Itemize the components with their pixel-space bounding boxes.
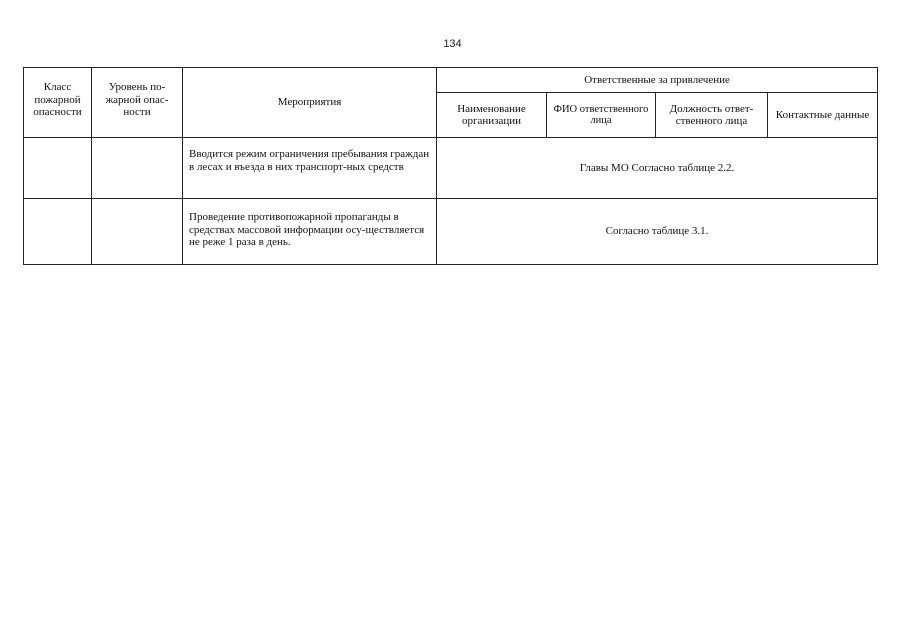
header-measures: Мероприятия	[183, 68, 437, 138]
measure-cell: Проведение противопожарной пропаганды в средствах массовой информации осу-ществляется не реже 1 раза в день.	[183, 199, 437, 265]
fire-class-cell	[24, 199, 92, 265]
measure-cell: Вводится режим ограничения пребывания граждан в лесах и въезда в них транспорт-ных средств	[183, 138, 437, 199]
danger-level-cell	[92, 138, 183, 199]
responsible-cell: Главы МО Согласно таблице 2.2.	[437, 138, 878, 199]
header-danger-level: Уровень по-жарной опас-ности	[92, 68, 183, 138]
table-row	[24, 199, 878, 265]
header-row-1	[24, 68, 878, 93]
header-fio: ФИО ответственного лица	[547, 93, 656, 138]
fire-class-cell	[24, 138, 92, 199]
header-responsible-group: Ответственные за привлечение	[437, 68, 878, 93]
measures-table	[23, 67, 878, 265]
header-contacts: Контактные данные	[768, 93, 878, 138]
table-row	[24, 138, 878, 199]
danger-level-cell	[92, 199, 183, 265]
page-number: 134	[443, 38, 462, 50]
header-position: Должность ответ-ственного лица	[656, 93, 768, 138]
header-fire-class: Класс пожарной опасности	[24, 68, 92, 138]
header-org-name: Наименование организации	[437, 93, 547, 138]
responsible-cell: Согласно таблице 3.1.	[437, 199, 878, 265]
